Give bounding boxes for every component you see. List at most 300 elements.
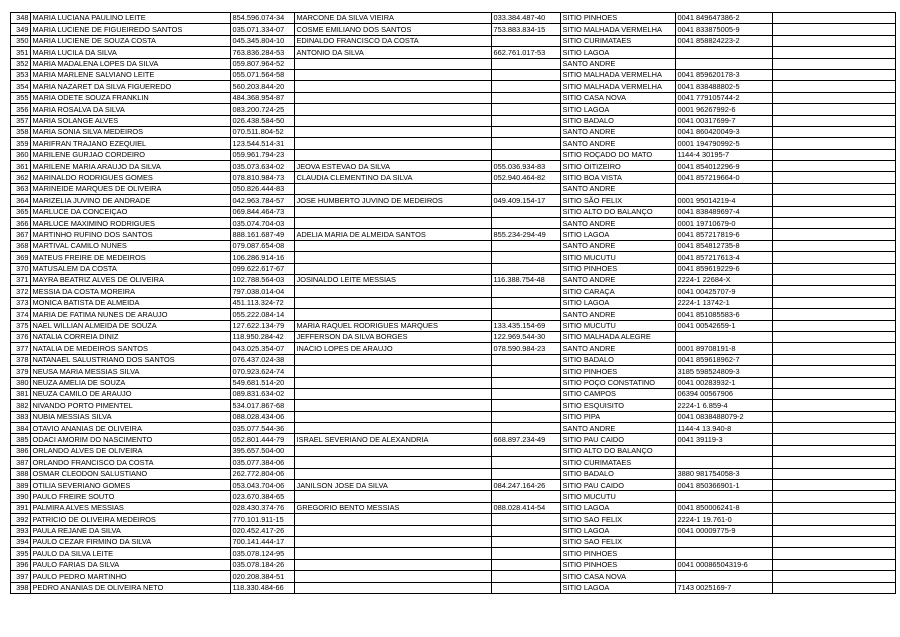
account-cell: 0041 00086504319-6	[676, 559, 773, 570]
name-cell: NAEL WILLIAN ALMEIDA DE SOUZA	[31, 320, 231, 331]
responsible-cell	[295, 400, 492, 411]
empty-cell	[773, 240, 896, 251]
responsible-cell	[295, 81, 492, 92]
location-cell: SITIO PAU CAIDO	[561, 434, 676, 445]
table-row	[11, 195, 896, 206]
cpf-cell: 089.831.634-02	[231, 388, 295, 399]
account-cell: 0041 857217613-4	[676, 252, 773, 263]
location-cell: SITIO PAU CAIDO	[561, 480, 676, 491]
row-number-cell: 364	[11, 195, 31, 206]
account-cell	[676, 457, 773, 468]
empty-cell	[773, 252, 896, 263]
account-cell	[676, 491, 773, 502]
cpf-cell: 069.844.464-73	[231, 206, 295, 217]
row-number-cell: 359	[11, 138, 31, 149]
responsible-cpf-cell	[492, 423, 561, 434]
name-cell: PAULO CEZAR FIRMINO DA SILVA	[31, 536, 231, 547]
empty-cell	[773, 411, 896, 422]
name-cell: MARIFRAN TRAJANO EZEQUIEL	[31, 138, 231, 149]
location-cell: SITIO SAO FELIX	[561, 536, 676, 547]
responsible-cpf-cell	[492, 354, 561, 365]
responsible-cell	[295, 536, 492, 547]
responsible-cpf-cell: 049.409.154-17	[492, 195, 561, 206]
responsible-cpf-cell	[492, 183, 561, 194]
cpf-cell: 035.074.704-03	[231, 218, 295, 229]
row-number-cell: 388	[11, 468, 31, 479]
name-cell: MARIA LUCIENE DE SOUZA COSTA	[31, 35, 231, 46]
name-cell: MARIA DE FATIMA NUNES DE ARAUJO	[31, 309, 231, 320]
table-row	[11, 457, 896, 468]
table-row	[11, 571, 896, 582]
empty-cell	[773, 400, 896, 411]
cpf-cell: 028.430.374-76	[231, 502, 295, 513]
empty-cell	[773, 92, 896, 103]
responsible-cell: JEOVA ESTEVAO DA SILVA	[295, 161, 492, 172]
name-cell: MARIA SOLANGE ALVES	[31, 115, 231, 126]
responsible-cell	[295, 548, 492, 559]
table-row	[11, 297, 896, 308]
responsible-cpf-cell	[492, 81, 561, 92]
account-cell	[676, 548, 773, 559]
account-cell	[676, 571, 773, 582]
account-cell: 0041 00542659-1	[676, 320, 773, 331]
name-cell: MATUSALEM DA COSTA	[31, 263, 231, 274]
empty-cell	[773, 35, 896, 46]
row-number-cell: 392	[11, 514, 31, 525]
responsible-cell	[295, 252, 492, 263]
account-cell: 0041 850366901-1	[676, 480, 773, 491]
name-cell: MESSIA DA COSTA MOREIRA	[31, 286, 231, 297]
name-cell: MARIA MADALENA LOPES DA SILVA	[31, 58, 231, 69]
account-cell: 0041 838489697-4	[676, 206, 773, 217]
responsible-cpf-cell	[492, 240, 561, 251]
responsible-cell: MARIA RAQUEL RODRIGUES MARQUES	[295, 320, 492, 331]
account-cell	[676, 58, 773, 69]
responsible-cell: JEFFERSON DA SILVA BORGES	[295, 331, 492, 342]
table-row	[11, 343, 896, 354]
location-cell: SANTO ANDRE	[561, 423, 676, 434]
cpf-cell: 083.200.724-25	[231, 104, 295, 115]
account-cell	[676, 183, 773, 194]
responsible-cpf-cell: 052.940.464-82	[492, 172, 561, 183]
responsible-cpf-cell: 116.388.754-48	[492, 274, 561, 285]
responsible-cell	[295, 388, 492, 399]
responsible-cell: JANILSON JOSE DA SILVA	[295, 480, 492, 491]
empty-cell	[773, 104, 896, 115]
table-row	[11, 423, 896, 434]
cpf-cell: 059.807.964-52	[231, 58, 295, 69]
name-cell: PAULO PEDRO MARTINHO	[31, 571, 231, 582]
cpf-cell: 035.078.124-95	[231, 548, 295, 559]
empty-cell	[773, 536, 896, 547]
responsible-cell	[295, 411, 492, 422]
account-cell: 06394 00567906	[676, 388, 773, 399]
table-body	[11, 13, 896, 594]
account-cell: 1144-4 13.940-8	[676, 423, 773, 434]
account-cell: 0041 00283932-1	[676, 377, 773, 388]
cpf-cell: 035.071.334-07	[231, 24, 295, 35]
name-cell: MARIA LUCILA DA SILVA	[31, 47, 231, 58]
table-row	[11, 377, 896, 388]
location-cell: SANTO ANDRE	[561, 183, 676, 194]
name-cell: MARIA ODETE SOUZA FRANKLIN	[31, 92, 231, 103]
table-row	[11, 92, 896, 103]
name-cell: ORLANDO ALVES DE OLIVEIRA	[31, 445, 231, 456]
row-number-cell: 389	[11, 480, 31, 491]
empty-cell	[773, 468, 896, 479]
name-cell: NEUZA CAMILO DE ARAUJO	[31, 388, 231, 399]
responsible-cpf-cell	[492, 252, 561, 263]
name-cell: MATEUS FREIRE DE MEDEIROS	[31, 252, 231, 263]
responsible-cpf-cell	[492, 571, 561, 582]
account-cell: 0041 00317699-7	[676, 115, 773, 126]
location-cell: SITIO MUCUTU	[561, 320, 676, 331]
empty-cell	[773, 582, 896, 593]
name-cell: PAULA REJANE DA SILVA	[31, 525, 231, 536]
name-cell: PATRICIO DE OLIVEIRA MEDEIROS	[31, 514, 231, 525]
table-row	[11, 286, 896, 297]
name-cell: MARINALDO RODRIGUES GOMES	[31, 172, 231, 183]
table-row	[11, 104, 896, 115]
responsible-cell	[295, 240, 492, 251]
table-row	[11, 13, 896, 24]
responsible-cell: COSME EMILIANO DOS SANTOS	[295, 24, 492, 35]
location-cell: SANTO ANDRE	[561, 218, 676, 229]
name-cell: MARIA MARLENE SALVIANO LEITE	[31, 69, 231, 80]
cpf-cell: 854.596.074-34	[231, 13, 295, 24]
table-row	[11, 434, 896, 445]
location-cell: SITIO LAGOA	[561, 525, 676, 536]
row-number-cell: 368	[11, 240, 31, 251]
table-row	[11, 480, 896, 491]
cpf-cell: 770.101.911-15	[231, 514, 295, 525]
empty-cell	[773, 514, 896, 525]
empty-cell	[773, 354, 896, 365]
name-cell: PEDRO ANANIAS DE OLIVEIRA NETO	[31, 582, 231, 593]
row-number-cell: 350	[11, 35, 31, 46]
responsible-cell	[295, 92, 492, 103]
empty-cell	[773, 377, 896, 388]
location-cell: SITIO BADALO	[561, 468, 676, 479]
account-cell: 7143 0025169-7	[676, 582, 773, 593]
name-cell: NATALIA CORREIA DINIZ	[31, 331, 231, 342]
name-cell: MARIZELIA JUVINO DE ANDRADE	[31, 195, 231, 206]
responsible-cpf-cell	[492, 388, 561, 399]
account-cell	[676, 536, 773, 547]
cpf-cell: 127.622.134-79	[231, 320, 295, 331]
location-cell: SITIO ALTO DO BALANÇO	[561, 206, 676, 217]
responsible-cpf-cell	[492, 92, 561, 103]
location-cell: SITIO PINHOES	[561, 263, 676, 274]
empty-cell	[773, 138, 896, 149]
name-cell: PAULO FREIRE SOUTO	[31, 491, 231, 502]
empty-cell	[773, 69, 896, 80]
responsible-cell	[295, 218, 492, 229]
responsible-cpf-cell: 753.883.834-15	[492, 24, 561, 35]
row-number-cell: 394	[11, 536, 31, 547]
cpf-cell: 059.961.794-23	[231, 149, 295, 160]
row-number-cell: 353	[11, 69, 31, 80]
account-cell: 0041 858824223-2	[676, 35, 773, 46]
responsible-cpf-cell	[492, 218, 561, 229]
location-cell: SANTO ANDRE	[561, 309, 676, 320]
row-number-cell: 396	[11, 559, 31, 570]
empty-cell	[773, 297, 896, 308]
account-cell: 0001 194790992-5	[676, 138, 773, 149]
responsible-cpf-cell	[492, 400, 561, 411]
responsible-cell: GREGORIO BENTO MESSIAS	[295, 502, 492, 513]
table-row	[11, 445, 896, 456]
responsible-cell	[295, 286, 492, 297]
cpf-cell: 549.681.514-20	[231, 377, 295, 388]
empty-cell	[773, 24, 896, 35]
table-row	[11, 331, 896, 342]
row-number-cell: 361	[11, 161, 31, 172]
row-number-cell: 367	[11, 229, 31, 240]
responsible-cell	[295, 183, 492, 194]
account-cell: 3880 981754058-3	[676, 468, 773, 479]
account-cell: 0041 851085583-6	[676, 309, 773, 320]
row-number-cell: 362	[11, 172, 31, 183]
cpf-cell: 078.810.984-73	[231, 172, 295, 183]
name-cell: MARIA NAZARET DA SILVA FIGUEREDO	[31, 81, 231, 92]
responsible-cpf-cell	[492, 582, 561, 593]
responsible-cell	[295, 126, 492, 137]
responsible-cpf-cell	[492, 457, 561, 468]
row-number-cell: 395	[11, 548, 31, 559]
name-cell: PAULO DA SILVA LEITE	[31, 548, 231, 559]
row-number-cell: 371	[11, 274, 31, 285]
cpf-cell: 070.923.624-74	[231, 366, 295, 377]
table-row	[11, 411, 896, 422]
account-cell: 1144-4 30195-7	[676, 149, 773, 160]
responsible-cpf-cell: 855.234-294-49	[492, 229, 561, 240]
responsible-cpf-cell	[492, 559, 561, 570]
row-number-cell: 369	[11, 252, 31, 263]
name-cell: MARINEIDE MARQUES DE OLIVEIRA	[31, 183, 231, 194]
location-cell: SITIO BOA VISTA	[561, 172, 676, 183]
empty-cell	[773, 320, 896, 331]
row-number-cell: 373	[11, 297, 31, 308]
responsible-cell	[295, 445, 492, 456]
account-cell: 0001 96267992-6	[676, 104, 773, 115]
location-cell: SANTO ANDRE	[561, 343, 676, 354]
location-cell: SITIO LAGOA	[561, 104, 676, 115]
row-number-cell: 398	[11, 582, 31, 593]
cpf-cell: 043.025.354-07	[231, 343, 295, 354]
empty-cell	[773, 434, 896, 445]
location-cell: SITIO ROÇADO DO MATO	[561, 149, 676, 160]
responsible-cpf-cell: 133.435.154-69	[492, 320, 561, 331]
account-cell: 0001 95014219-4	[676, 195, 773, 206]
location-cell: SITIO PINHOES	[561, 366, 676, 377]
responsible-cell	[295, 58, 492, 69]
row-number-cell: 386	[11, 445, 31, 456]
responsible-cell	[295, 138, 492, 149]
responsible-cpf-cell	[492, 309, 561, 320]
name-cell: OSMAR CLEODON SALUSTIANO	[31, 468, 231, 479]
location-cell: SITIO LAGOA	[561, 582, 676, 593]
responsible-cell	[295, 149, 492, 160]
table-row	[11, 240, 896, 251]
empty-cell	[773, 274, 896, 285]
responsible-cpf-cell: 033.384.487-40	[492, 13, 561, 24]
table-row	[11, 559, 896, 570]
responsible-cpf-cell: 662.761.017-53	[492, 47, 561, 58]
empty-cell	[773, 218, 896, 229]
row-number-cell: 372	[11, 286, 31, 297]
location-cell: SITIO PINHOES	[561, 548, 676, 559]
empty-cell	[773, 183, 896, 194]
location-cell: SANTO ANDRE	[561, 58, 676, 69]
account-cell: 0041 859619229-6	[676, 263, 773, 274]
row-number-cell: 374	[11, 309, 31, 320]
location-cell: SITIO MALHADA ALEGRE	[561, 331, 676, 342]
cpf-cell: 262.772.804-06	[231, 468, 295, 479]
table-row	[11, 514, 896, 525]
account-cell: 0041 860420049-3	[676, 126, 773, 137]
cpf-cell: 451.113.324-72	[231, 297, 295, 308]
row-number-cell: 352	[11, 58, 31, 69]
cpf-cell: 797.038.014-04	[231, 286, 295, 297]
empty-cell	[773, 525, 896, 536]
responsible-cpf-cell	[492, 377, 561, 388]
responsible-cpf-cell	[492, 536, 561, 547]
empty-cell	[773, 423, 896, 434]
name-cell: NEUSA MARIA MESSIAS SILVA	[31, 366, 231, 377]
cpf-cell: 020.208.384-51	[231, 571, 295, 582]
empty-cell	[773, 343, 896, 354]
row-number-cell: 380	[11, 377, 31, 388]
cpf-cell: 118.330.484-66	[231, 582, 295, 593]
cpf-cell: 055.071.564-58	[231, 69, 295, 80]
cpf-cell: 106.286.914-16	[231, 252, 295, 263]
table-row	[11, 548, 896, 559]
table-row	[11, 161, 896, 172]
location-cell: SANTO ANDRE	[561, 138, 676, 149]
responsible-cell: JOSINALDO LEITE MESSIAS	[295, 274, 492, 285]
table-row	[11, 388, 896, 399]
table-row	[11, 69, 896, 80]
name-cell: MARTINHO RUFINO DOS SANTOS	[31, 229, 231, 240]
cpf-cell: 763.836.284-53	[231, 47, 295, 58]
table-row	[11, 582, 896, 593]
location-cell: SITIO CASA NOVA	[561, 92, 676, 103]
cpf-cell: 484.368.954-87	[231, 92, 295, 103]
name-cell: NATANAEL SALUSTRIANO DOS SANTOS	[31, 354, 231, 365]
account-cell: 2224-1 19.761-0	[676, 514, 773, 525]
row-number-cell: 377	[11, 343, 31, 354]
name-cell: NIVANDO PORTO PIMENTEL	[31, 400, 231, 411]
responsible-cell	[295, 263, 492, 274]
table-row	[11, 183, 896, 194]
account-cell: 0041 833875005-9	[676, 24, 773, 35]
empty-cell	[773, 58, 896, 69]
name-cell: NEUZA AMELIA DE SOUZA	[31, 377, 231, 388]
responsible-cell	[295, 69, 492, 80]
responsible-cpf-cell	[492, 445, 561, 456]
row-number-cell: 390	[11, 491, 31, 502]
responsible-cell	[295, 115, 492, 126]
responsible-cpf-cell	[492, 525, 561, 536]
location-cell: SITIO CURIMATAES	[561, 35, 676, 46]
cpf-cell: 023.670.384-65	[231, 491, 295, 502]
cpf-cell: 102.788.564-03	[231, 274, 295, 285]
responsible-cpf-cell	[492, 468, 561, 479]
empty-cell	[773, 206, 896, 217]
responsible-cpf-cell	[492, 138, 561, 149]
table-row	[11, 536, 896, 547]
location-cell: SITIO BADALO	[561, 354, 676, 365]
account-cell: 2224-1 22684-X	[676, 274, 773, 285]
empty-cell	[773, 502, 896, 513]
account-cell: 0041 00009775-9	[676, 525, 773, 536]
responsible-cpf-cell	[492, 548, 561, 559]
row-number-cell: 383	[11, 411, 31, 422]
empty-cell	[773, 115, 896, 126]
table-row	[11, 206, 896, 217]
cpf-cell: 534.017.867-68	[231, 400, 295, 411]
table-row	[11, 400, 896, 411]
empty-cell	[773, 195, 896, 206]
name-cell: MAYRA BEATRIZ ALVES DE OLIVEIRA	[31, 274, 231, 285]
name-cell: MONICA BATISTA DE ALMEIDA	[31, 297, 231, 308]
table-row	[11, 468, 896, 479]
account-cell: 0041 854812735-8	[676, 240, 773, 251]
table-row	[11, 47, 896, 58]
cpf-cell: 050.826.444-83	[231, 183, 295, 194]
account-cell: 0041 39119-3	[676, 434, 773, 445]
account-cell: 0041 838488802-5	[676, 81, 773, 92]
row-number-cell: 357	[11, 115, 31, 126]
location-cell: SITIO PINHOES	[561, 559, 676, 570]
location-cell: SANTO ANDRE	[561, 274, 676, 285]
account-cell: 0041 859618962-7	[676, 354, 773, 365]
location-cell: SITIO LAGOA	[561, 502, 676, 513]
name-cell: NATALIA DE MEDEIROS SANTOS	[31, 343, 231, 354]
empty-cell	[773, 172, 896, 183]
table-row	[11, 172, 896, 183]
location-cell: SITIO OITIZEIRO	[561, 161, 676, 172]
empty-cell	[773, 445, 896, 456]
cpf-cell: 395.657.504-00	[231, 445, 295, 456]
responsible-cpf-cell: 055.036.934-83	[492, 161, 561, 172]
responsible-cpf-cell	[492, 149, 561, 160]
cpf-cell: 076.437.024-38	[231, 354, 295, 365]
table-row	[11, 24, 896, 35]
location-cell: SITIO BADALO	[561, 115, 676, 126]
empty-cell	[773, 47, 896, 58]
responsible-cell	[295, 457, 492, 468]
cpf-cell: 099.622.617-67	[231, 263, 295, 274]
row-number-cell: 365	[11, 206, 31, 217]
name-cell: MARIA LUCIENE DE FIGUEIREDO SANTOS	[31, 24, 231, 35]
responsible-cell: INACIO LOPES DE ARAUJO	[295, 343, 492, 354]
row-number-cell: 378	[11, 354, 31, 365]
account-cell: 0041 779105744-2	[676, 92, 773, 103]
row-number-cell: 351	[11, 47, 31, 58]
row-number-cell: 360	[11, 149, 31, 160]
location-cell: SITIO CASA NOVA	[561, 571, 676, 582]
row-number-cell: 376	[11, 331, 31, 342]
location-cell: SITIO MUCUTU	[561, 252, 676, 263]
account-cell: 0041 854012296-9	[676, 161, 773, 172]
responsible-cpf-cell	[492, 126, 561, 137]
table-row	[11, 229, 896, 240]
cpf-cell: 055.222.084-14	[231, 309, 295, 320]
table-row	[11, 320, 896, 331]
responsible-cpf-cell	[492, 263, 561, 274]
